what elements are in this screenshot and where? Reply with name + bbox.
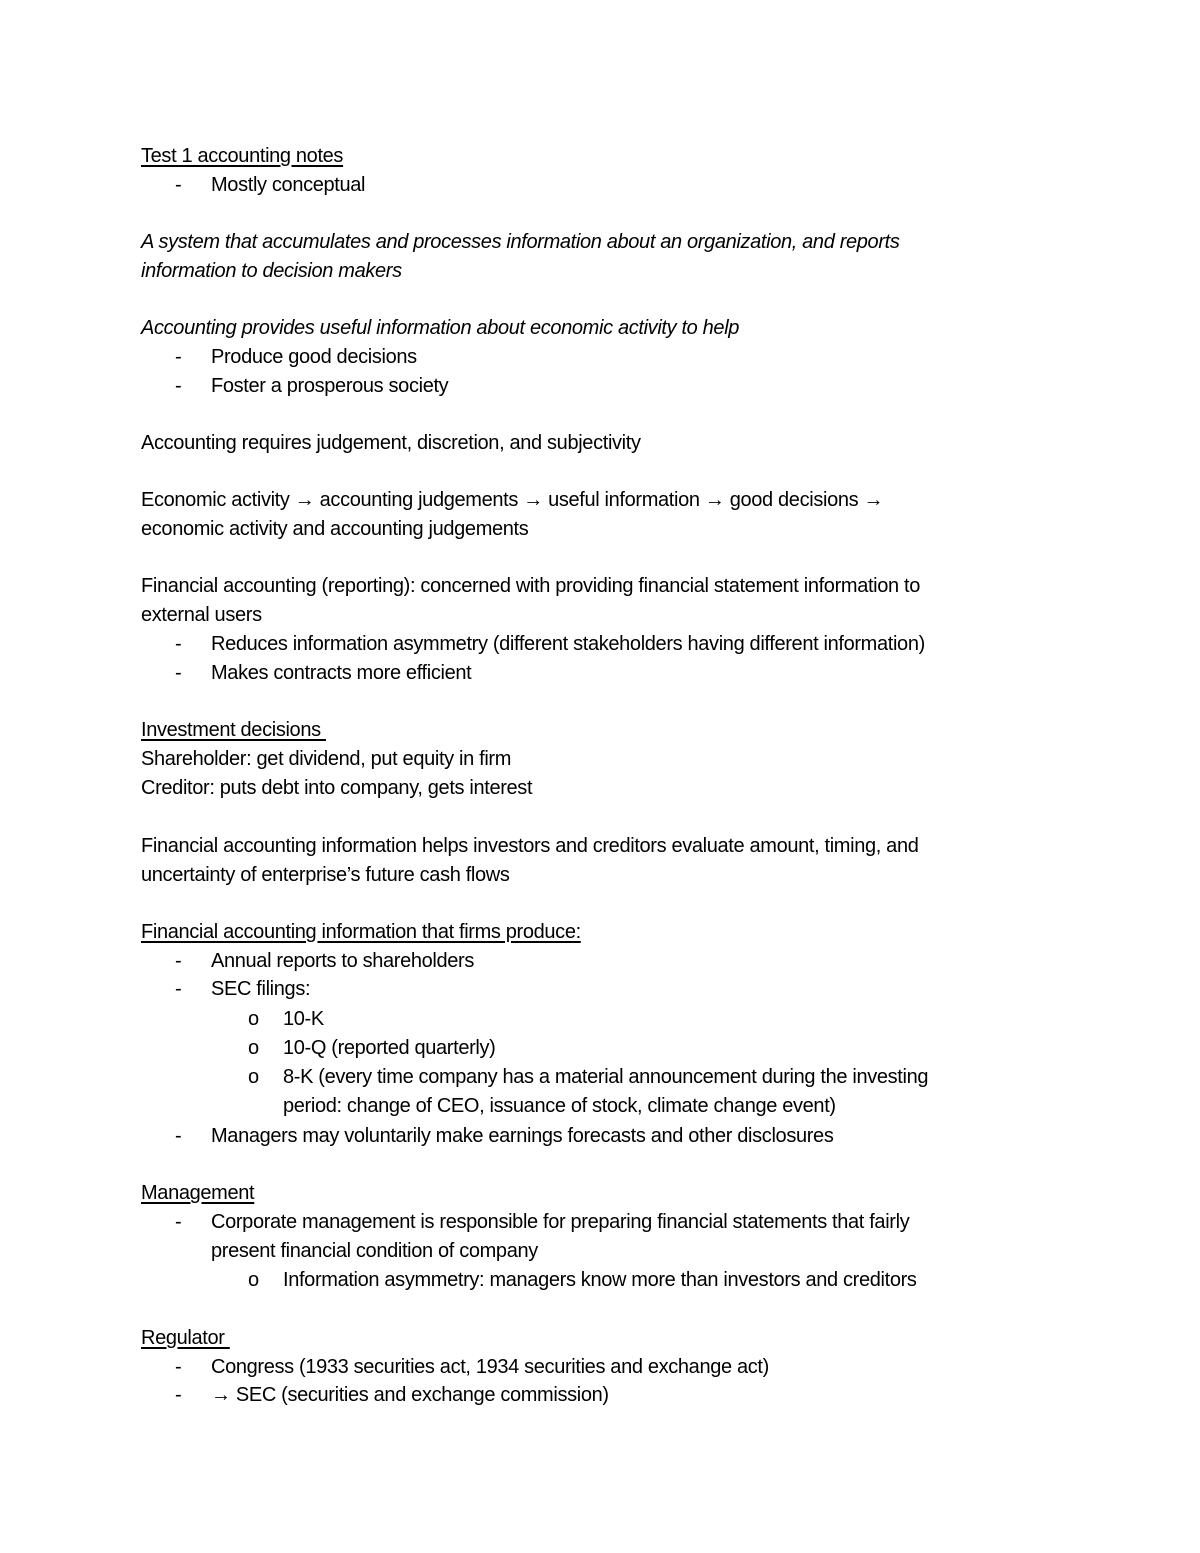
list-item: Congress (1933 securities act, 1934 securities and exchange act) [211, 1356, 769, 1378]
cycle-line [141, 486, 883, 515]
list-item: Managers may voluntarily make earnings forecasts and other disclosures [211, 1125, 834, 1147]
list-item: Makes contracts more efficient [211, 662, 472, 684]
section-heading: Regulator [141, 1327, 230, 1349]
bullet-circle: o [248, 1037, 260, 1059]
cycle-step: useful information [548, 489, 700, 511]
list-item: SEC filings: [211, 978, 311, 1000]
cycle-step: good decisions [729, 489, 859, 511]
definition-line: information to decision makers [141, 260, 402, 282]
cycle-step: Economic activity [141, 489, 290, 511]
list-item: Reduces information asymmetry (different stakeholders having different information) [211, 633, 925, 655]
cashflows-text: Financial accounting information helps investors and creditors evaluate amount, timing, and [141, 835, 919, 857]
bullet-dash: - [175, 662, 182, 684]
section-heading: Investment decisions [141, 719, 326, 741]
cashflows-text: uncertainty of enterprise’s future cash flows [141, 864, 510, 886]
list-item: Annual reports to shareholders [211, 950, 474, 972]
sub-list-item: 8-K (every time company has a material announcement during the investing [283, 1066, 929, 1088]
bullet-dash: - [175, 978, 182, 1000]
bullet-dash: - [175, 1356, 182, 1378]
arrow-right-icon: → [211, 1384, 231, 1406]
bullet-circle: o [248, 1066, 260, 1088]
sub-list-item: 10-K [283, 1008, 324, 1030]
list-item: Produce good decisions [211, 346, 417, 368]
investment-text: Shareholder: get dividend, put equity in firm [141, 748, 512, 770]
cycle-line: economic activity and accounting judgements [141, 518, 529, 540]
investment-text: Creditor: puts debt into company, gets interest [141, 777, 533, 799]
page-title: Test 1 accounting notes [141, 145, 344, 167]
sub-list-item: Information asymmetry: managers know more than investors and creditors [283, 1269, 917, 1291]
list-item: Corporate management is responsible for preparing financial statements that fairly [211, 1211, 910, 1233]
arrow-right-icon: → [294, 489, 315, 511]
bullet-dash: - [175, 346, 182, 368]
bullet-circle: o [248, 1269, 260, 1291]
cycle-step: accounting judgements [319, 489, 518, 511]
bullet-dash: - [175, 174, 182, 196]
list-item-continuation: present financial condition of company [211, 1240, 538, 1262]
bullet-dash: - [175, 1125, 182, 1147]
bullet-dash: - [175, 375, 182, 397]
definition-line: A system that accumulates and processes information about an organization, and reports [141, 231, 900, 253]
bullet-dash: - [175, 1384, 182, 1406]
judgement-text: Accounting requires judgement, discretion, and subjectivity [141, 432, 641, 454]
financial-text: external users [141, 604, 262, 626]
purpose-heading: Accounting provides useful information about economic activity to help [141, 317, 740, 339]
section-heading: Management [141, 1182, 255, 1204]
financial-text: Financial accounting (reporting): concerned with providing financial statement information to [141, 575, 920, 597]
sub-list-item-continuation: period: change of CEO, issuance of stock, climate change event) [283, 1095, 836, 1117]
list-item [211, 1381, 609, 1410]
sub-list-item: 10-Q (reported quarterly) [283, 1037, 496, 1059]
bullet-dash: - [175, 633, 182, 655]
bullet-dash: - [175, 1211, 182, 1233]
list-item-text: SEC (securities and exchange commission) [235, 1384, 609, 1406]
list-item: Foster a prosperous society [211, 375, 449, 397]
arrow-right-icon: → [523, 489, 543, 511]
bullet-circle: o [248, 1008, 260, 1030]
bullet-dash: - [175, 950, 182, 972]
arrow-right-icon: → [704, 489, 725, 511]
arrow-right-icon: → [863, 489, 884, 511]
section-heading: Financial accounting information that firms produce: [141, 921, 581, 943]
list-item: Mostly conceptual [211, 174, 366, 196]
